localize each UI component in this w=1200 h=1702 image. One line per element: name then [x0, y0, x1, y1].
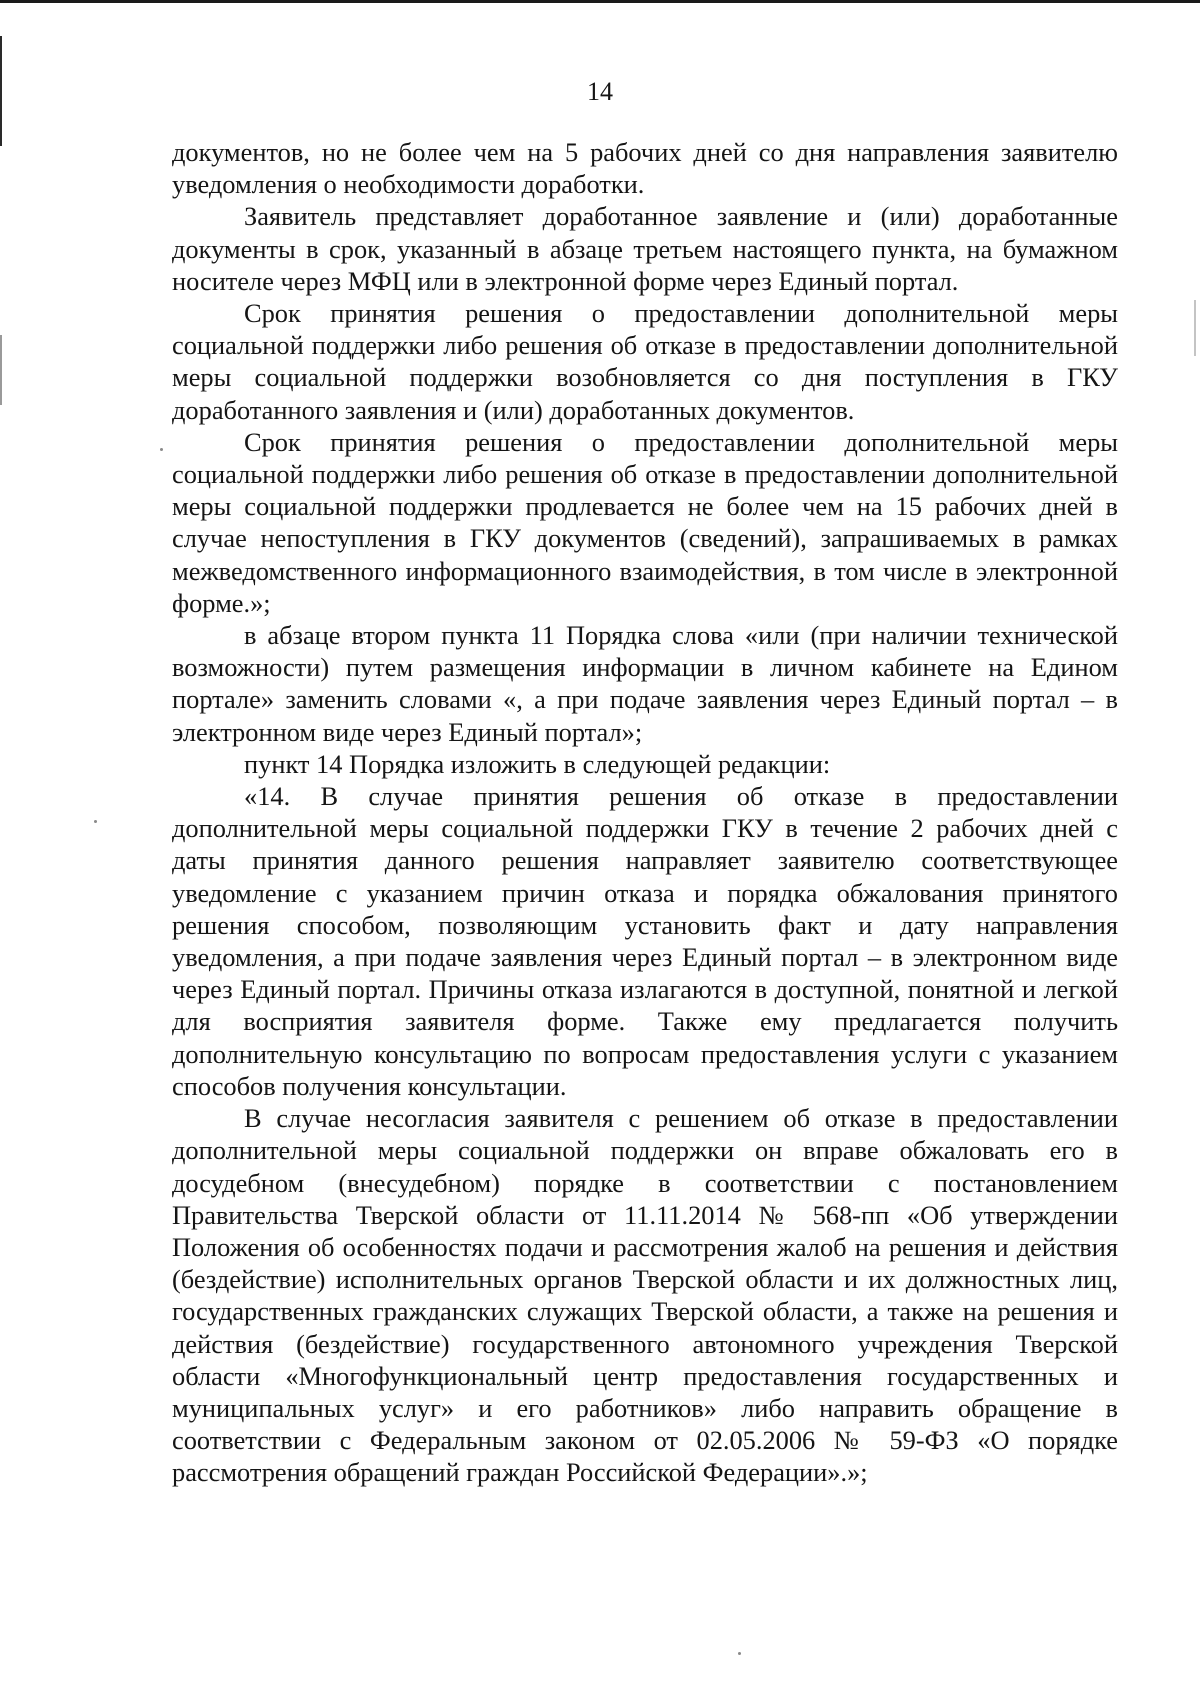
scan-right-edge-mark [1194, 300, 1196, 356]
paragraph: Срок принятия решения о предоставлении дополнительной меры социальной поддержки либо решения об отказе в предоставлении дополнительной меры социальной поддержки возобновляется со дня поступления в ГКУ доработанного заявления и (или) доработанных документов. [172, 298, 1118, 425]
paragraph: документов, но не более чем на 5 рабочих дней со дня направления заявителю уведомления о необходимости доработки. [172, 137, 1118, 200]
paragraph: Заявитель представляет доработанное заявление и (или) доработанные документы в срок, указанный в абзаце третьем настоящего пункта, на бумажном носителе через МФЦ или в электронной форме через Единый портал. [172, 201, 1118, 296]
paragraph: «14. В случае принятия решения об отказе в предоставлении дополнительной меры социальной поддержки ГКУ в течение 2 рабочих дней с даты принятия данного решения направляет заявителю соответствующее уведомление с указанием причин отказа и порядка обжалования принятого решения способом, позволяющим установить факт и дату направления уведомления, а при подаче заявления через Единый портал – в электронном виде через Единый портал. Причины отказа излагаются в доступной, понятной и легкой для восприятия заявителя форме. Также ему предлагается получить дополнительную консультацию по вопросам предоставления услуги с указанием способов получения консультации. [172, 781, 1118, 1101]
scan-speck [160, 448, 163, 451]
paragraph: в абзаце втором пункта 11 Порядка слова «или (при наличии технической возможности) путем размещения информации в личном кабинете на Едином портале» заменить словами «, а при подаче заявления через Единый портал – в электронном виде через Единый портал»; [172, 620, 1118, 747]
scan-left-edge-lower [0, 335, 2, 405]
page-number: 14 [587, 77, 613, 106]
scan-top-edge [0, 0, 1200, 3]
document-body [172, 136, 1118, 1489]
paragraph: В случае несогласия заявителя с решением об отказе в предоставлении дополнительной меры социальной поддержки он вправе обжаловать его в досудебном (внесудебном) порядке в соответствии с постановлением Правительства Тверской области от 11.11.2014 № 568-пп «Об утверждении Положения об особенностях подачи и рассмотрения жалоб на решения и действия (бездействие) исполнительных органов Тверской области и их должностных лиц, государственных гражданских служащих Тверской области, а также на решения и действия (бездействие) государственного автономного учреждения Тверской области «Многофункциональный центр предоставления государственных и муниципальных услуг» и его работников» либо направить обращение в соответствии с Федеральным законом от 02.05.2006 № 59-ФЗ «О порядке рассмотрения обращений граждан Российской Федерации».»; [172, 1103, 1118, 1488]
paragraph: Срок принятия решения о предоставлении дополнительной меры социальной поддержки либо решения об отказе в предоставлении дополнительной меры социальной поддержки продлевается не более чем на 15 рабочих дней в случае непоступления в ГКУ документов (сведений), запрашиваемых в рамках межведомственного информационного взаимодействия, в том числе в электронной форме.»; [172, 426, 1118, 618]
scan-speck [738, 1652, 741, 1655]
paragraph: пункт 14 Порядка изложить в следующей редакции: [244, 748, 831, 779]
scan-speck [94, 820, 97, 823]
